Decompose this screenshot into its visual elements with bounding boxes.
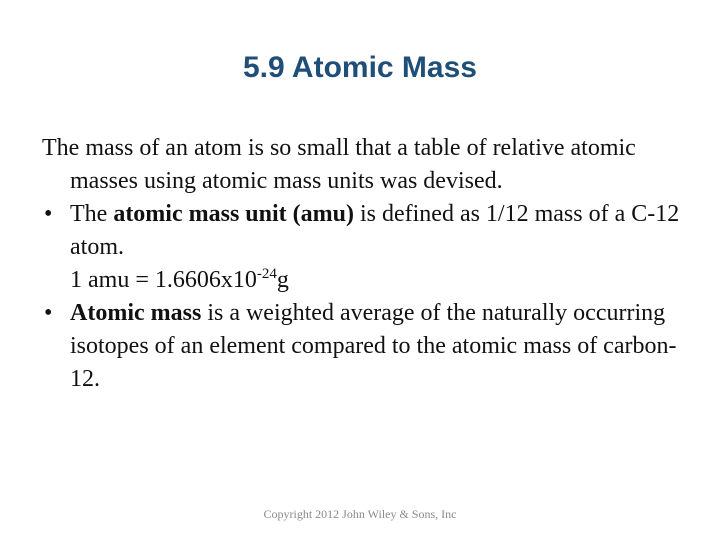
copyright-footer: Copyright 2012 John Wiley & Sons, Inc — [263, 507, 457, 521]
bullet-dot-icon: • — [44, 300, 53, 326]
equation-exponent: -24 — [256, 266, 277, 282]
intro-paragraph: The mass of an atom is so small that a table of relative atomic masses using atomic mass units was devised. — [42, 135, 636, 194]
bullet1-bold-term: atomic mass unit (amu) — [113, 201, 354, 227]
bullet-dot-icon: • — [44, 201, 53, 227]
bullet-atomic-mass — [42, 297, 682, 396]
bullet1-text-post: is defined as 1/12 mass of a C-12 atom. — [70, 201, 680, 260]
equation-base: 1 amu = 1.6606x10 — [70, 267, 257, 293]
equation-unit: g — [276, 267, 289, 293]
bullet1-text-pre: The — [70, 201, 114, 227]
slide-body — [42, 132, 682, 396]
amu-equation — [42, 264, 682, 297]
bullet2-text-post: is a weighted average of the naturally occurring isotopes of an element compared to the atomic mass of carbon-12. — [70, 300, 677, 392]
bullet-amu-definition — [42, 198, 682, 264]
slide-title: 5.9 Atomic Mass — [243, 51, 477, 84]
bullet2-bold-term: Atomic mass — [70, 300, 202, 326]
